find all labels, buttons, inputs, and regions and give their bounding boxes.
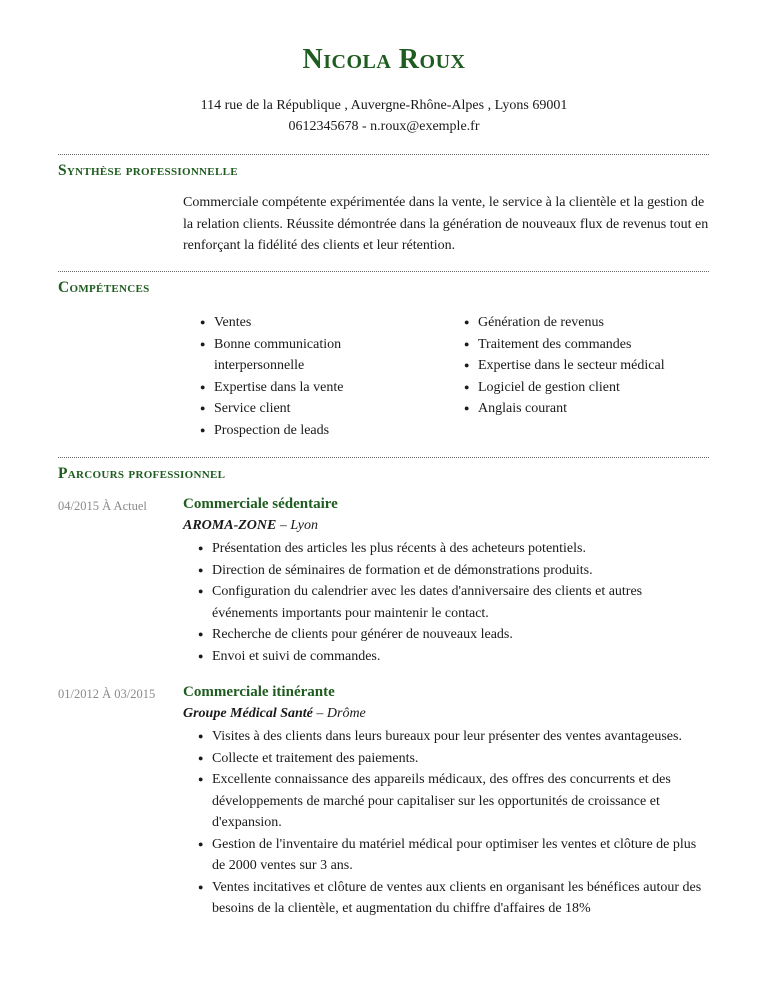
job-dates: 04/2015 À Actuel	[58, 499, 147, 513]
duty-item: ● Excellente connaissance des appareils médicaux, des offres des concurrents et des développements de marché pour capitaliser sur les opportunités de croissance et d'expansion.	[198, 769, 706, 834]
skills-list-left	[200, 312, 375, 441]
duty-item: ● Direction de séminaires de formation et de démonstrations produits.	[198, 560, 706, 582]
skill-item: ● Logiciel de gestion client	[464, 377, 709, 399]
summary-text: Commerciale compétente expérimentée dans la vente, le service à la clientèle et la gestion de la relation clients. Réussite démontrée dans la génération de nouveaux flux de revenus tout en renforçant la fidélité des clients et leur rétention.	[183, 195, 709, 253]
skills-heading: Compétences	[58, 279, 150, 296]
job-dates: 01/2012 À 03/2015	[58, 687, 156, 701]
duty-item: ● Présentation des articles les plus récents à des acheteurs potentiels.	[198, 538, 706, 560]
section-divider	[58, 271, 709, 272]
section-divider	[58, 154, 709, 155]
job-company	[183, 706, 366, 722]
skill-item: ● Expertise dans la vente	[200, 377, 375, 399]
skill-item: ● Traitement des commandes	[464, 334, 709, 356]
company-location: – Drôme	[312, 706, 366, 721]
company-name: AROMA-ZONE	[183, 518, 277, 533]
job-company	[183, 518, 318, 534]
skill-item: ● Expertise dans le secteur médical	[464, 355, 709, 377]
contact-phone-email: 0612345678 - n.roux@exemple.fr	[288, 119, 480, 134]
section-divider	[58, 457, 709, 458]
skill-item: ● Service client	[200, 398, 375, 420]
duty-item: ● Collecte et traitement des paiements.	[198, 748, 706, 770]
duty-item: ● Configuration du calendrier avec les dates d'anniversaire des clients et autres événements importants pour maintenir le contact.	[198, 581, 706, 624]
duty-item: ● Recherche de clients pour générer de nouveaux leads.	[198, 624, 706, 646]
skill-item: ● Ventes	[200, 312, 375, 334]
summary-heading: Synthèse professionnelle	[58, 162, 238, 179]
experience-heading: Parcours professionnel	[58, 465, 226, 482]
skill-item: ● Prospection de leads	[200, 420, 375, 442]
skills-list-right	[464, 312, 709, 420]
company-name: Groupe Médical Santé	[183, 706, 313, 721]
skill-item: ● Génération de revenus	[464, 312, 709, 334]
duty-item: ● Envoi et suivi de commandes.	[198, 646, 706, 668]
job-title: Commerciale sédentaire	[183, 496, 338, 512]
skill-item: ● Anglais courant	[464, 398, 709, 420]
company-location: – Lyon	[276, 518, 318, 533]
job-title: Commerciale itinérante	[183, 684, 335, 700]
skill-item: ● Bonne communication interpersonnelle	[200, 334, 375, 377]
duty-item: ● Visites à des clients dans leurs bureaux pour leur présenter des ventes avantageuses.	[198, 726, 706, 748]
duty-item: ● Ventes incitatives et clôture de ventes aux clients en organisant les bénéfices autour des besoins de la clientèle, et augmentation du chiffre d'affaires de 18%	[198, 877, 706, 920]
job-duties	[198, 726, 706, 920]
contact-address: 114 rue de la République , Auvergne-Rhône-Alpes , Lyons 69001	[200, 98, 568, 113]
job-duties	[198, 538, 706, 667]
duty-item: ● Gestion de l'inventaire du matériel médical pour optimiser les ventes et clôture de plus de 2000 ventes sur 3 ans.	[198, 834, 706, 877]
candidate-name: Nicola Roux	[302, 44, 466, 75]
